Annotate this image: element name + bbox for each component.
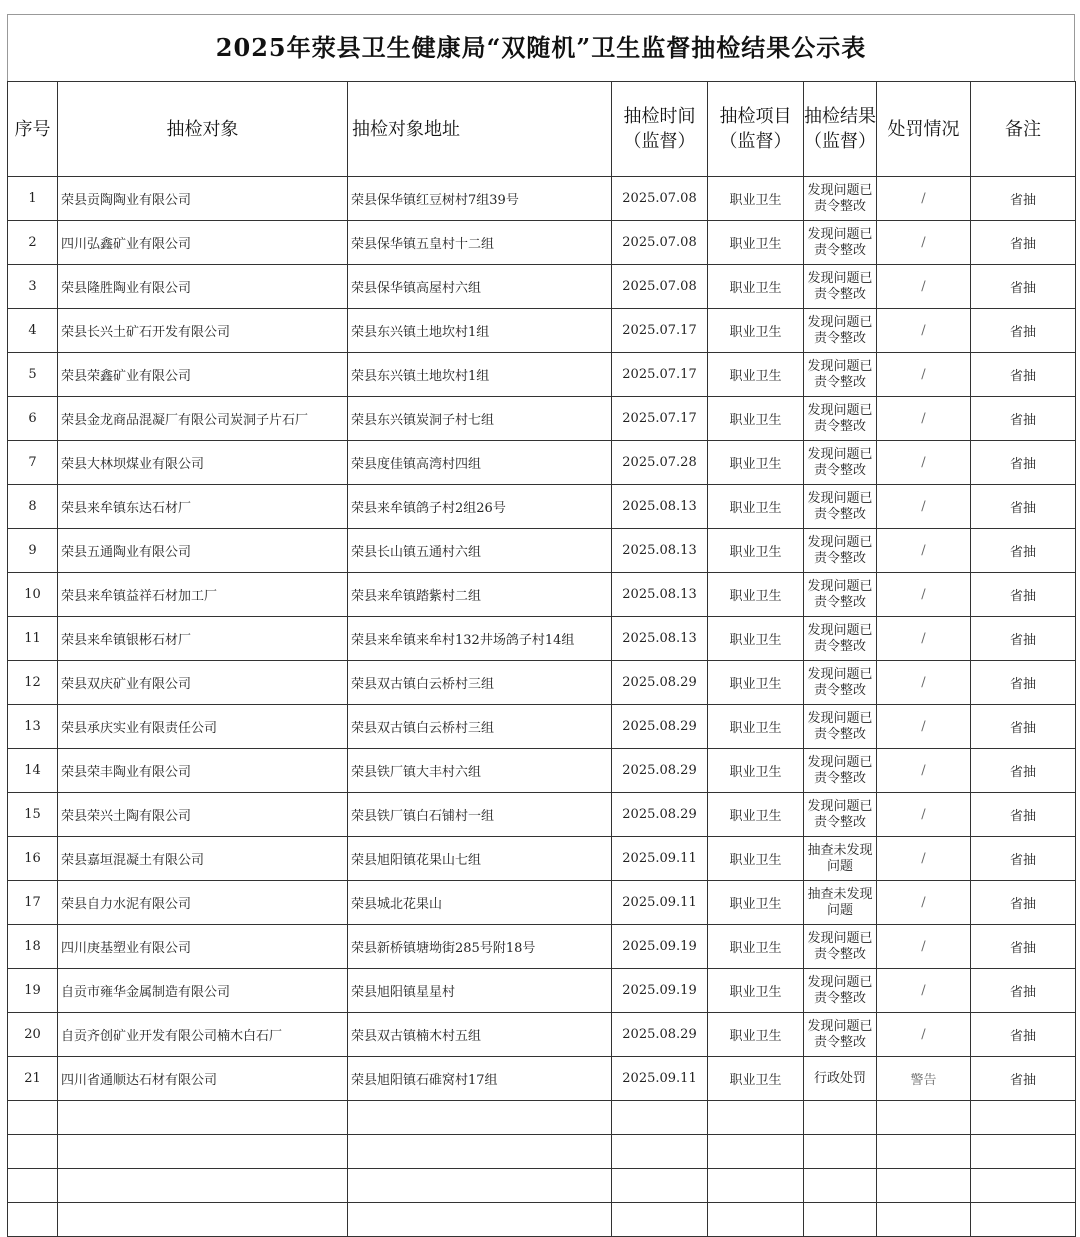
- cell-seq: 10: [8, 573, 58, 617]
- cell-remark: 省抽: [971, 1057, 1076, 1101]
- cell-penalty: /: [877, 177, 971, 221]
- header-remark: 备注: [971, 82, 1076, 177]
- empty-cell: [708, 1135, 804, 1169]
- cell-seq: 13: [8, 705, 58, 749]
- cell-target: 荣县荣丰陶业有限公司: [58, 749, 348, 793]
- empty-cell: [804, 1169, 877, 1203]
- table-row: [8, 573, 1076, 617]
- cell-seq: 15: [8, 793, 58, 837]
- cell-address: 荣县城北花果山: [348, 881, 612, 925]
- cell-address: 荣县铁厂镇白石铺村一组: [348, 793, 612, 837]
- cell-penalty: /: [877, 749, 971, 793]
- cell-seq: 17: [8, 881, 58, 925]
- cell-result: 发现问题已责令整改: [804, 661, 877, 705]
- cell-address: 荣县新桥镇塘坳街285号附18号: [348, 925, 612, 969]
- cell-address: 荣县来牟镇踏紫村二组: [348, 573, 612, 617]
- cell-result: 抽查未发现问题: [804, 881, 877, 925]
- empty-cell: [971, 1135, 1076, 1169]
- cell-penalty: /: [877, 705, 971, 749]
- empty-cell: [877, 1135, 971, 1169]
- cell-remark: 省抽: [971, 837, 1076, 881]
- cell-seq: 2: [8, 221, 58, 265]
- header-address: 抽检对象地址: [348, 82, 612, 177]
- cell-item: 职业卫生: [708, 221, 804, 265]
- cell-result: 发现问题已责令整改: [804, 1013, 877, 1057]
- cell-item: 职业卫生: [708, 705, 804, 749]
- table-row: [8, 749, 1076, 793]
- cell-time: 2025.07.17: [612, 353, 708, 397]
- cell-remark: 省抽: [971, 749, 1076, 793]
- cell-item: 职业卫生: [708, 881, 804, 925]
- cell-time: 2025.09.19: [612, 969, 708, 1013]
- cell-target: 四川庚基塑业有限公司: [58, 925, 348, 969]
- cell-penalty: /: [877, 617, 971, 661]
- cell-penalty: 警告: [877, 1057, 971, 1101]
- cell-penalty: /: [877, 309, 971, 353]
- table-row: [8, 177, 1076, 221]
- table-header-row: [8, 82, 1076, 177]
- cell-target: 四川弘鑫矿业有限公司: [58, 221, 348, 265]
- empty-cell: [612, 1169, 708, 1203]
- table-row: [8, 309, 1076, 353]
- cell-time: 2025.07.08: [612, 265, 708, 309]
- table-row: [8, 485, 1076, 529]
- empty-cell: [348, 1169, 612, 1203]
- cell-address: 荣县保华镇红豆树村7组39号: [348, 177, 612, 221]
- cell-item: 职业卫生: [708, 837, 804, 881]
- empty-cell: [348, 1203, 612, 1237]
- cell-remark: 省抽: [971, 485, 1076, 529]
- cell-time: 2025.07.08: [612, 221, 708, 265]
- cell-time: 2025.08.13: [612, 573, 708, 617]
- cell-item: 职业卫生: [708, 749, 804, 793]
- cell-result: 发现问题已责令整改: [804, 177, 877, 221]
- cell-time: 2025.09.11: [612, 837, 708, 881]
- cell-seq: 9: [8, 529, 58, 573]
- cell-penalty: /: [877, 265, 971, 309]
- cell-item: 职业卫生: [708, 397, 804, 441]
- empty-cell: [971, 1169, 1076, 1203]
- table-row: [8, 837, 1076, 881]
- cell-time: 2025.08.29: [612, 749, 708, 793]
- cell-remark: 省抽: [971, 441, 1076, 485]
- cell-time: 2025.08.13: [612, 529, 708, 573]
- table-row: [8, 221, 1076, 265]
- cell-time: 2025.07.17: [612, 397, 708, 441]
- cell-remark: 省抽: [971, 529, 1076, 573]
- cell-target: 荣县来牟镇东达石材厂: [58, 485, 348, 529]
- cell-result: 发现问题已责令整改: [804, 617, 877, 661]
- table-row: [8, 1057, 1076, 1101]
- cell-time: 2025.08.29: [612, 705, 708, 749]
- cell-result: 发现问题已责令整改: [804, 353, 877, 397]
- table-row: [8, 793, 1076, 837]
- cell-seq: 6: [8, 397, 58, 441]
- cell-seq: 8: [8, 485, 58, 529]
- cell-time: 2025.08.29: [612, 793, 708, 837]
- empty-cell: [877, 1203, 971, 1237]
- empty-cell: [804, 1203, 877, 1237]
- cell-item: 职业卫生: [708, 793, 804, 837]
- empty-cell: [58, 1203, 348, 1237]
- cell-result: 发现问题已责令整改: [804, 441, 877, 485]
- cell-result: 发现问题已责令整改: [804, 309, 877, 353]
- cell-penalty: /: [877, 529, 971, 573]
- cell-target: 荣县长兴土矿石开发有限公司: [58, 309, 348, 353]
- empty-cell: [8, 1101, 58, 1135]
- cell-address: 荣县铁厂镇大丰村六组: [348, 749, 612, 793]
- cell-address: 荣县保华镇五皇村十二组: [348, 221, 612, 265]
- cell-result: 发现问题已责令整改: [804, 265, 877, 309]
- cell-item: 职业卫生: [708, 1057, 804, 1101]
- title-box: [7, 14, 1075, 81]
- cell-remark: 省抽: [971, 353, 1076, 397]
- cell-seq: 14: [8, 749, 58, 793]
- cell-target: 荣县承庆实业有限责任公司: [58, 705, 348, 749]
- cell-item: 职业卫生: [708, 485, 804, 529]
- cell-seq: 1: [8, 177, 58, 221]
- cell-seq: 21: [8, 1057, 58, 1101]
- cell-time: 2025.09.11: [612, 881, 708, 925]
- cell-penalty: /: [877, 221, 971, 265]
- empty-cell: [708, 1101, 804, 1135]
- table-row: [8, 661, 1076, 705]
- cell-target: 荣县大林坝煤业有限公司: [58, 441, 348, 485]
- cell-item: 职业卫生: [708, 529, 804, 573]
- cell-item: 职业卫生: [708, 925, 804, 969]
- table-row: [8, 441, 1076, 485]
- cell-result: 发现问题已责令整改: [804, 221, 877, 265]
- cell-item: 职业卫生: [708, 573, 804, 617]
- cell-penalty: /: [877, 925, 971, 969]
- table-row: [8, 529, 1076, 573]
- cell-item: 职业卫生: [708, 969, 804, 1013]
- cell-result: 发现问题已责令整改: [804, 529, 877, 573]
- cell-item: 职业卫生: [708, 265, 804, 309]
- header-time: 抽检时间（监督）: [612, 82, 708, 177]
- cell-address: 荣县旭阳镇星星村: [348, 969, 612, 1013]
- empty-cell: [8, 1169, 58, 1203]
- cell-penalty: /: [877, 661, 971, 705]
- cell-item: 职业卫生: [708, 1013, 804, 1057]
- cell-address: 荣县来牟镇鸽子村2组26号: [348, 485, 612, 529]
- cell-remark: 省抽: [971, 969, 1076, 1013]
- cell-address: 荣县来牟镇来牟村132井场鸽子村14组: [348, 617, 612, 661]
- cell-time: 2025.08.13: [612, 485, 708, 529]
- cell-target: 自贡市雍华金属制造有限公司: [58, 969, 348, 1013]
- cell-target: 荣县来牟镇银彬石材厂: [58, 617, 348, 661]
- cell-remark: 省抽: [971, 705, 1076, 749]
- cell-time: 2025.07.28: [612, 441, 708, 485]
- cell-target: 荣县自力水泥有限公司: [58, 881, 348, 925]
- cell-time: 2025.07.17: [612, 309, 708, 353]
- empty-cell: [612, 1101, 708, 1135]
- cell-penalty: /: [877, 485, 971, 529]
- cell-result: 发现问题已责令整改: [804, 925, 877, 969]
- empty-cell: [58, 1101, 348, 1135]
- empty-cell: [877, 1101, 971, 1135]
- empty-cell: [8, 1135, 58, 1169]
- cell-item: 职业卫生: [708, 441, 804, 485]
- cell-target: 荣县五通陶业有限公司: [58, 529, 348, 573]
- empty-cell: [708, 1169, 804, 1203]
- cell-address: 荣县双古镇白云桥村三组: [348, 661, 612, 705]
- empty-cell: [804, 1135, 877, 1169]
- cell-remark: 省抽: [971, 617, 1076, 661]
- cell-seq: 16: [8, 837, 58, 881]
- cell-item: 职业卫生: [708, 617, 804, 661]
- cell-seq: 12: [8, 661, 58, 705]
- empty-cell: [612, 1203, 708, 1237]
- cell-seq: 3: [8, 265, 58, 309]
- cell-address: 荣县长山镇五通村六组: [348, 529, 612, 573]
- empty-cell: [971, 1203, 1076, 1237]
- cell-address: 荣县旭阳镇花果山七组: [348, 837, 612, 881]
- cell-seq: 4: [8, 309, 58, 353]
- table-row: [8, 617, 1076, 661]
- cell-address: 荣县保华镇高屋村六组: [348, 265, 612, 309]
- cell-result: 抽查未发现问题: [804, 837, 877, 881]
- empty-row: [8, 1101, 1076, 1135]
- cell-seq: 11: [8, 617, 58, 661]
- cell-item: 职业卫生: [708, 177, 804, 221]
- cell-result: 行政处罚: [804, 1057, 877, 1101]
- cell-address: 荣县东兴镇土地坎村1组: [348, 353, 612, 397]
- cell-address: 荣县度佳镇高湾村四组: [348, 441, 612, 485]
- cell-target: 荣县来牟镇益祥石材加工厂: [58, 573, 348, 617]
- cell-result: 发现问题已责令整改: [804, 485, 877, 529]
- cell-penalty: /: [877, 793, 971, 837]
- header-result: 抽检结果（监督）: [804, 82, 877, 177]
- cell-remark: 省抽: [971, 1013, 1076, 1057]
- cell-penalty: /: [877, 353, 971, 397]
- cell-target: 自贡齐创矿业开发有限公司楠木白石厂: [58, 1013, 348, 1057]
- empty-row: [8, 1169, 1076, 1203]
- empty-row: [8, 1135, 1076, 1169]
- cell-time: 2025.08.13: [612, 617, 708, 661]
- table-row: [8, 881, 1076, 925]
- empty-cell: [348, 1135, 612, 1169]
- cell-target: 荣县荣兴土陶有限公司: [58, 793, 348, 837]
- cell-target: 四川省通顺达石材有限公司: [58, 1057, 348, 1101]
- header-target: 抽检对象: [58, 82, 348, 177]
- cell-target: 荣县嘉垣混凝土有限公司: [58, 837, 348, 881]
- table-row: [8, 969, 1076, 1013]
- cell-result: 发现问题已责令整改: [804, 749, 877, 793]
- cell-item: 职业卫生: [708, 309, 804, 353]
- cell-penalty: /: [877, 881, 971, 925]
- page-title: 2025年荥县卫生健康局“双随机”卫生监督抽检结果公示表: [215, 33, 867, 62]
- cell-seq: 7: [8, 441, 58, 485]
- cell-penalty: /: [877, 573, 971, 617]
- empty-cell: [804, 1101, 877, 1135]
- cell-remark: 省抽: [971, 221, 1076, 265]
- table-row: [8, 353, 1076, 397]
- empty-cell: [612, 1135, 708, 1169]
- cell-target: 荣县双庆矿业有限公司: [58, 661, 348, 705]
- cell-remark: 省抽: [971, 265, 1076, 309]
- cell-result: 发现问题已责令整改: [804, 793, 877, 837]
- empty-cell: [58, 1169, 348, 1203]
- empty-cell: [348, 1101, 612, 1135]
- cell-address: 荣县东兴镇土地坎村1组: [348, 309, 612, 353]
- table-row: [8, 705, 1076, 749]
- empty-row: [8, 1203, 1076, 1237]
- cell-time: 2025.07.08: [612, 177, 708, 221]
- cell-penalty: /: [877, 969, 971, 1013]
- cell-address: 荣县双古镇楠木村五组: [348, 1013, 612, 1057]
- table-row: [8, 265, 1076, 309]
- cell-result: 发现问题已责令整改: [804, 573, 877, 617]
- table-row: [8, 925, 1076, 969]
- cell-remark: 省抽: [971, 573, 1076, 617]
- cell-time: 2025.08.29: [612, 1013, 708, 1057]
- cell-result: 发现问题已责令整改: [804, 969, 877, 1013]
- cell-seq: 20: [8, 1013, 58, 1057]
- cell-item: 职业卫生: [708, 661, 804, 705]
- cell-remark: 省抽: [971, 793, 1076, 837]
- cell-seq: 5: [8, 353, 58, 397]
- cell-address: 荣县东兴镇炭洞子村七组: [348, 397, 612, 441]
- empty-cell: [877, 1169, 971, 1203]
- cell-seq: 18: [8, 925, 58, 969]
- header-item: 抽检项目（监督）: [708, 82, 804, 177]
- cell-remark: 省抽: [971, 397, 1076, 441]
- cell-address: 荣县旭阳镇石碓窝村17组: [348, 1057, 612, 1101]
- empty-cell: [8, 1203, 58, 1237]
- cell-time: 2025.09.19: [612, 925, 708, 969]
- cell-remark: 省抽: [971, 881, 1076, 925]
- cell-remark: 省抽: [971, 661, 1076, 705]
- cell-result: 发现问题已责令整改: [804, 397, 877, 441]
- cell-remark: 省抽: [971, 177, 1076, 221]
- empty-cell: [708, 1203, 804, 1237]
- cell-penalty: /: [877, 1013, 971, 1057]
- cell-time: 2025.09.11: [612, 1057, 708, 1101]
- cell-time: 2025.08.29: [612, 661, 708, 705]
- cell-penalty: /: [877, 397, 971, 441]
- cell-target: 荣县贡陶陶业有限公司: [58, 177, 348, 221]
- cell-item: 职业卫生: [708, 353, 804, 397]
- header-seq: 序号: [8, 82, 58, 177]
- table-row: [8, 397, 1076, 441]
- empty-cell: [58, 1135, 348, 1169]
- cell-remark: 省抽: [971, 925, 1076, 969]
- cell-target: 荣县金龙商品混凝厂有限公司炭洞子片石厂: [58, 397, 348, 441]
- cell-target: 荣县荣鑫矿业有限公司: [58, 353, 348, 397]
- cell-address: 荣县双古镇白云桥村三组: [348, 705, 612, 749]
- cell-remark: 省抽: [971, 309, 1076, 353]
- header-penalty: 处罚情况: [877, 82, 971, 177]
- empty-cell: [971, 1101, 1076, 1135]
- cell-result: 发现问题已责令整改: [804, 705, 877, 749]
- cell-penalty: /: [877, 441, 971, 485]
- table-row: [8, 1013, 1076, 1057]
- cell-seq: 19: [8, 969, 58, 1013]
- cell-target: 荣县隆胜陶业有限公司: [58, 265, 348, 309]
- inspection-results-table: [7, 81, 1076, 1237]
- cell-penalty: /: [877, 837, 971, 881]
